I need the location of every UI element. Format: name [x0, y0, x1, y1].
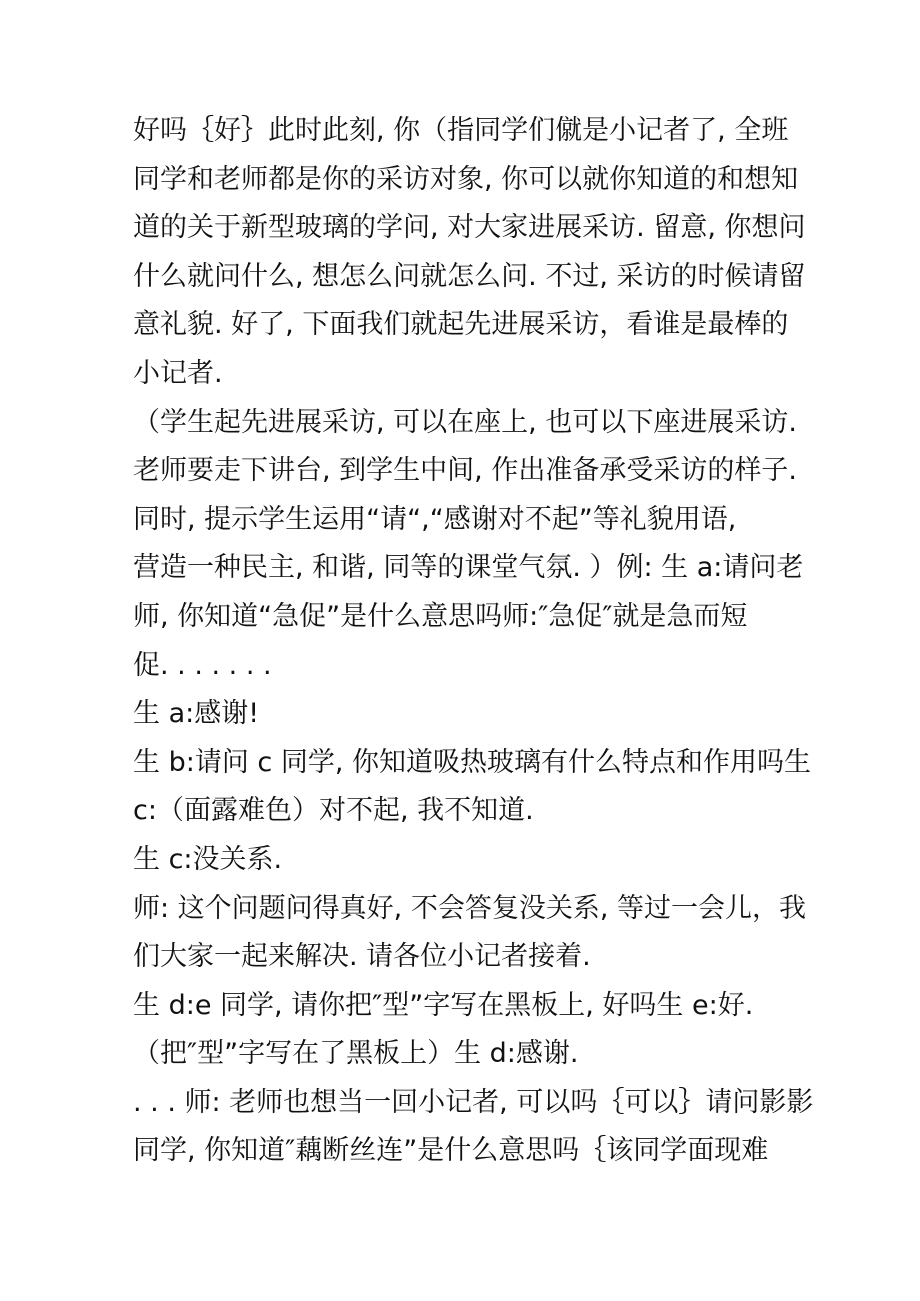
text-line: . . . 师: 老师也想当一回小记者, 可以吗｛可以｝请问影影: [133, 1086, 814, 1118]
text-line: 同时, 提示学生运用“请“,“感谢对不起”等礼貌用语,: [133, 503, 737, 535]
text-line: 意礼貌. 好了, 下面我们就起先进展采访，看谁是最棒的: [133, 309, 789, 341]
text-line: 生 a:感谢!: [133, 698, 260, 730]
text-line: 生 c:没关系.: [133, 843, 283, 875]
text-line: 同学, 你知道″藕断丝连”是什么意思吗｛该同学面现难: [133, 1135, 769, 1167]
text-line: 们大家一起来解决. 请各位小记者接着.: [133, 941, 591, 973]
text-line: 同学和老师都是你的采访对象, 你可以就你知道的和想知: [133, 163, 799, 195]
text-line: c:（面露难色）对不起, 我不知道.: [133, 795, 534, 827]
text-line: 什么就问什么, 想怎么问就怎么问. 不过, 采访的时候请留: [133, 260, 806, 292]
text-line: 小记者.: [133, 357, 223, 389]
text-line: 师: 这个问题问得真好, 不会答复没关系, 等过一会儿，我: [133, 892, 807, 924]
text-line: 生 d:e 同学, 请你把″型”字写在黑板上, 好吗生 e:好.: [133, 989, 754, 1021]
text-line: 师, 你知道“急促”是什么意思吗师:″急促″就是急而短: [133, 600, 748, 632]
text-line: （学生起先进展采访, 可以在座上, 也可以下座进展采访.: [133, 406, 797, 438]
text-line: 老师要走下讲台, 到学生中间, 作出准备承受采访的样子.: [133, 455, 797, 487]
text-line: 营造一种民主, 和谐, 同等的课堂气氛. ）例: 生 a:请问老: [133, 552, 804, 584]
text-line: 生 b:请问 c 同学, 你知道吸热玻璃有什么特点和作用吗生: [133, 746, 811, 778]
text-line: （把″型”字写在了黑板上）生 d:感谢.: [133, 1038, 579, 1070]
text-line: 好吗｛好｝此时此刻, 你（指同学们僦是小记者了, 全班: [133, 115, 789, 146]
body-text: [133, 107, 814, 1176]
text-line: 道的关于新型玻璃的学问, 对大家进展采访. 留意, 你想问: [133, 212, 806, 244]
text-line: 促. . . . . . .: [133, 649, 272, 681]
